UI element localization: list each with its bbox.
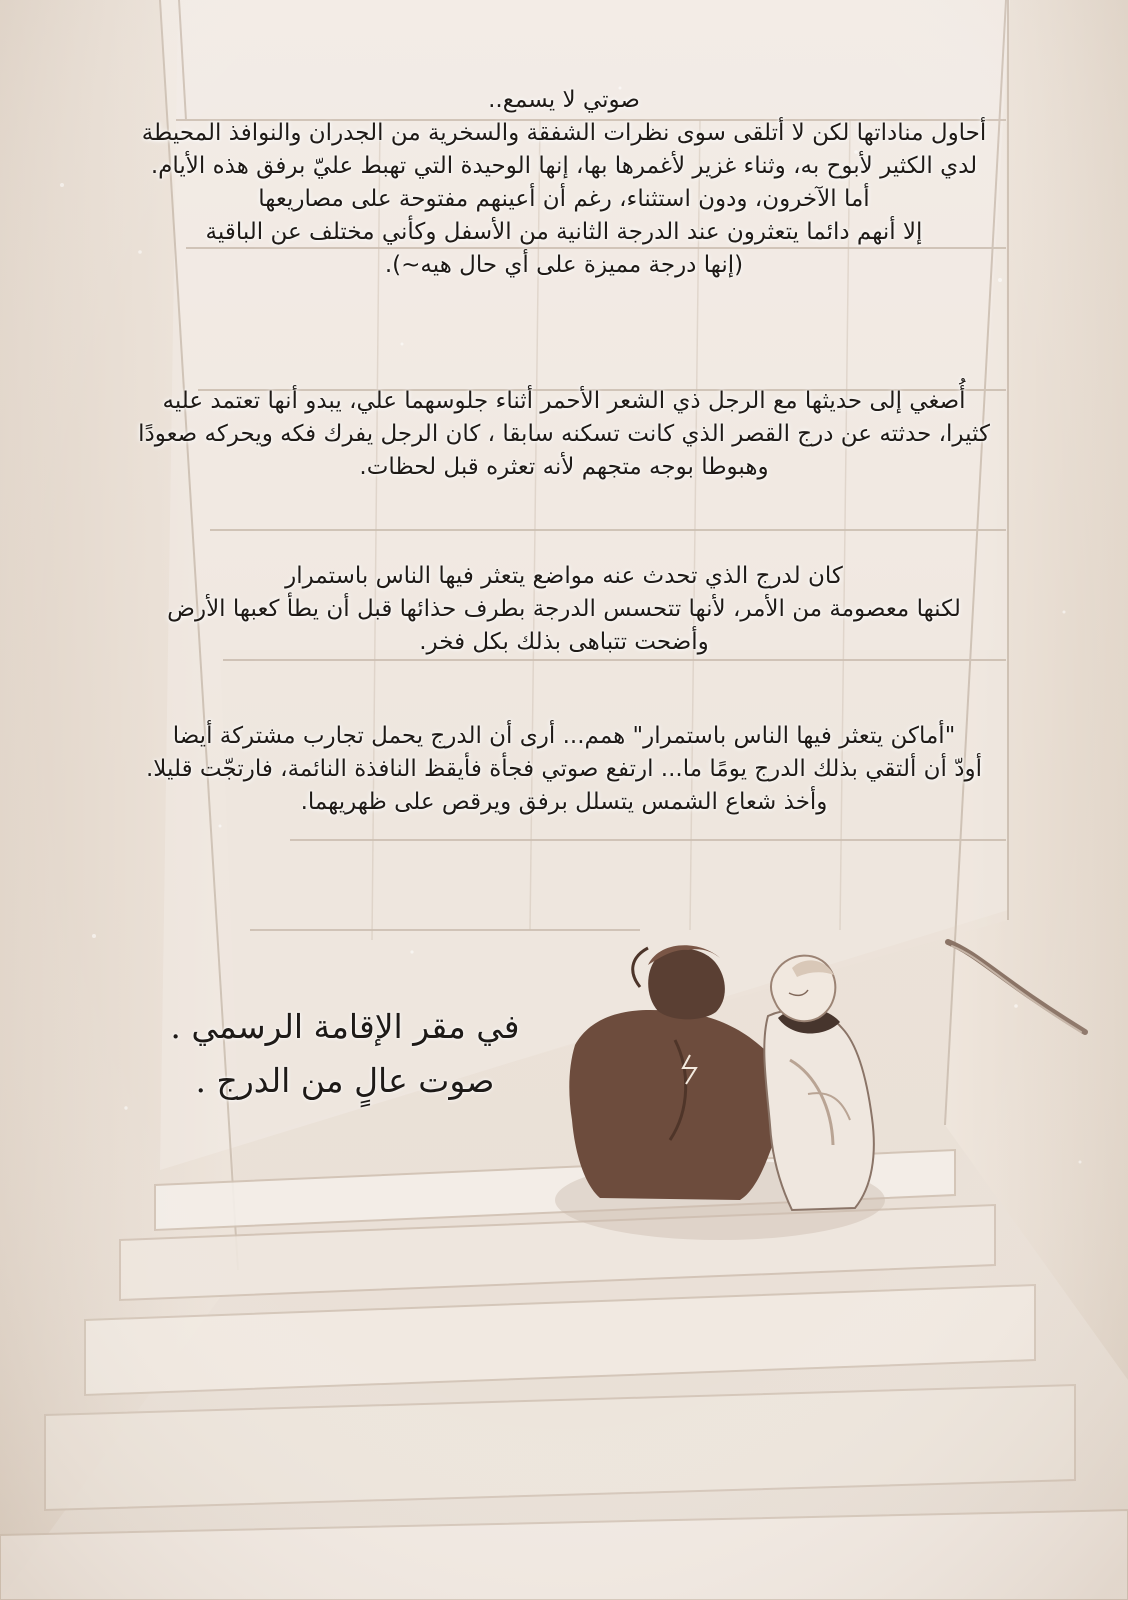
paragraph-2-line-3: وهبوطا بوجه متجهم لأنه تعثره قبل لحظات. <box>359 454 769 480</box>
paragraph-3-line-2: لكنها معصومة من الأمر، لأنها تتحسس الدرجة بطرف حذائها قبل أن يطأ كعبها الأرض <box>167 596 961 622</box>
paragraph-2-line-2: كثيرا، حدثته عن درج القصر الذي كانت تسكنه سابقا ، كان الرجل يفرك فكه ويحركه صعودًا <box>138 421 990 447</box>
paragraph-4-line-1: "أماكن يتعثر فيها الناس باستمرار" همم... أرى أن الدرج يحمل تجارب مشتركة أيضا <box>172 723 956 749</box>
paragraph-1-line-4: أما الآخرون، ودون استثناء، رغم أن أعينهم مفتوحة على مصاريعها <box>258 186 870 212</box>
paragraph-4 <box>100 720 1028 819</box>
paragraph-4-line-3: وأخذ شعاع الشمس يتسلل برفق ويرقص على ظهريهما. <box>300 789 828 815</box>
paragraph-1-line-3: لدي الكثير لأبوح به، وثناء غزير لأغمرها بها، إنها الوحيدة التي تهبط عليّ برفق هذه الأيام. <box>150 153 978 179</box>
paragraph-1 <box>100 84 1028 282</box>
caption-line-1: في مقر الإقامة الرسمي . <box>170 1007 520 1046</box>
paragraph-2 <box>100 385 1028 484</box>
paragraph-3 <box>100 560 1028 659</box>
paragraph-1-line-5: إلا أنهم دائما يتعثرون عند الدرجة الثانية من الأسفل وكأني مختلف عن الباقية <box>205 219 923 245</box>
paragraph-1-line-1: صوتي لا يسمع.. <box>488 87 640 113</box>
paragraph-1-line-6: (إنها درجة مميزة على أي حال هيه~). <box>384 252 744 278</box>
paragraph-3-line-1: كان لدرج الذي تحدث عنه مواضع يتعثر فيها الناس باستمرار <box>285 563 843 589</box>
paragraph-2-line-1: أُصغي إلى حديثها مع الرجل ذي الشعر الأحمر أثناء جلوسهما علي، يبدو أنها تعتمد عليه <box>162 388 966 414</box>
caption-line-2: صوت عالٍ من الدرج . <box>195 1061 495 1100</box>
paragraph-3-line-3: وأضحت تتباهى بذلك بكل فخر. <box>419 629 709 655</box>
paragraph-1-line-2: أحاول مناداتها لكن لا أتلقى سوى نظرات الشفقة والسخرية من الجدران والنوافذ المحيطة <box>141 120 987 146</box>
paragraph-4-line-2: أودّ أن ألتقي بذلك الدرج يومًا ما... ارتفع صوتي فجأة فأيقظ النافذة النائمة، فارتجّت قليلا. <box>146 756 982 782</box>
